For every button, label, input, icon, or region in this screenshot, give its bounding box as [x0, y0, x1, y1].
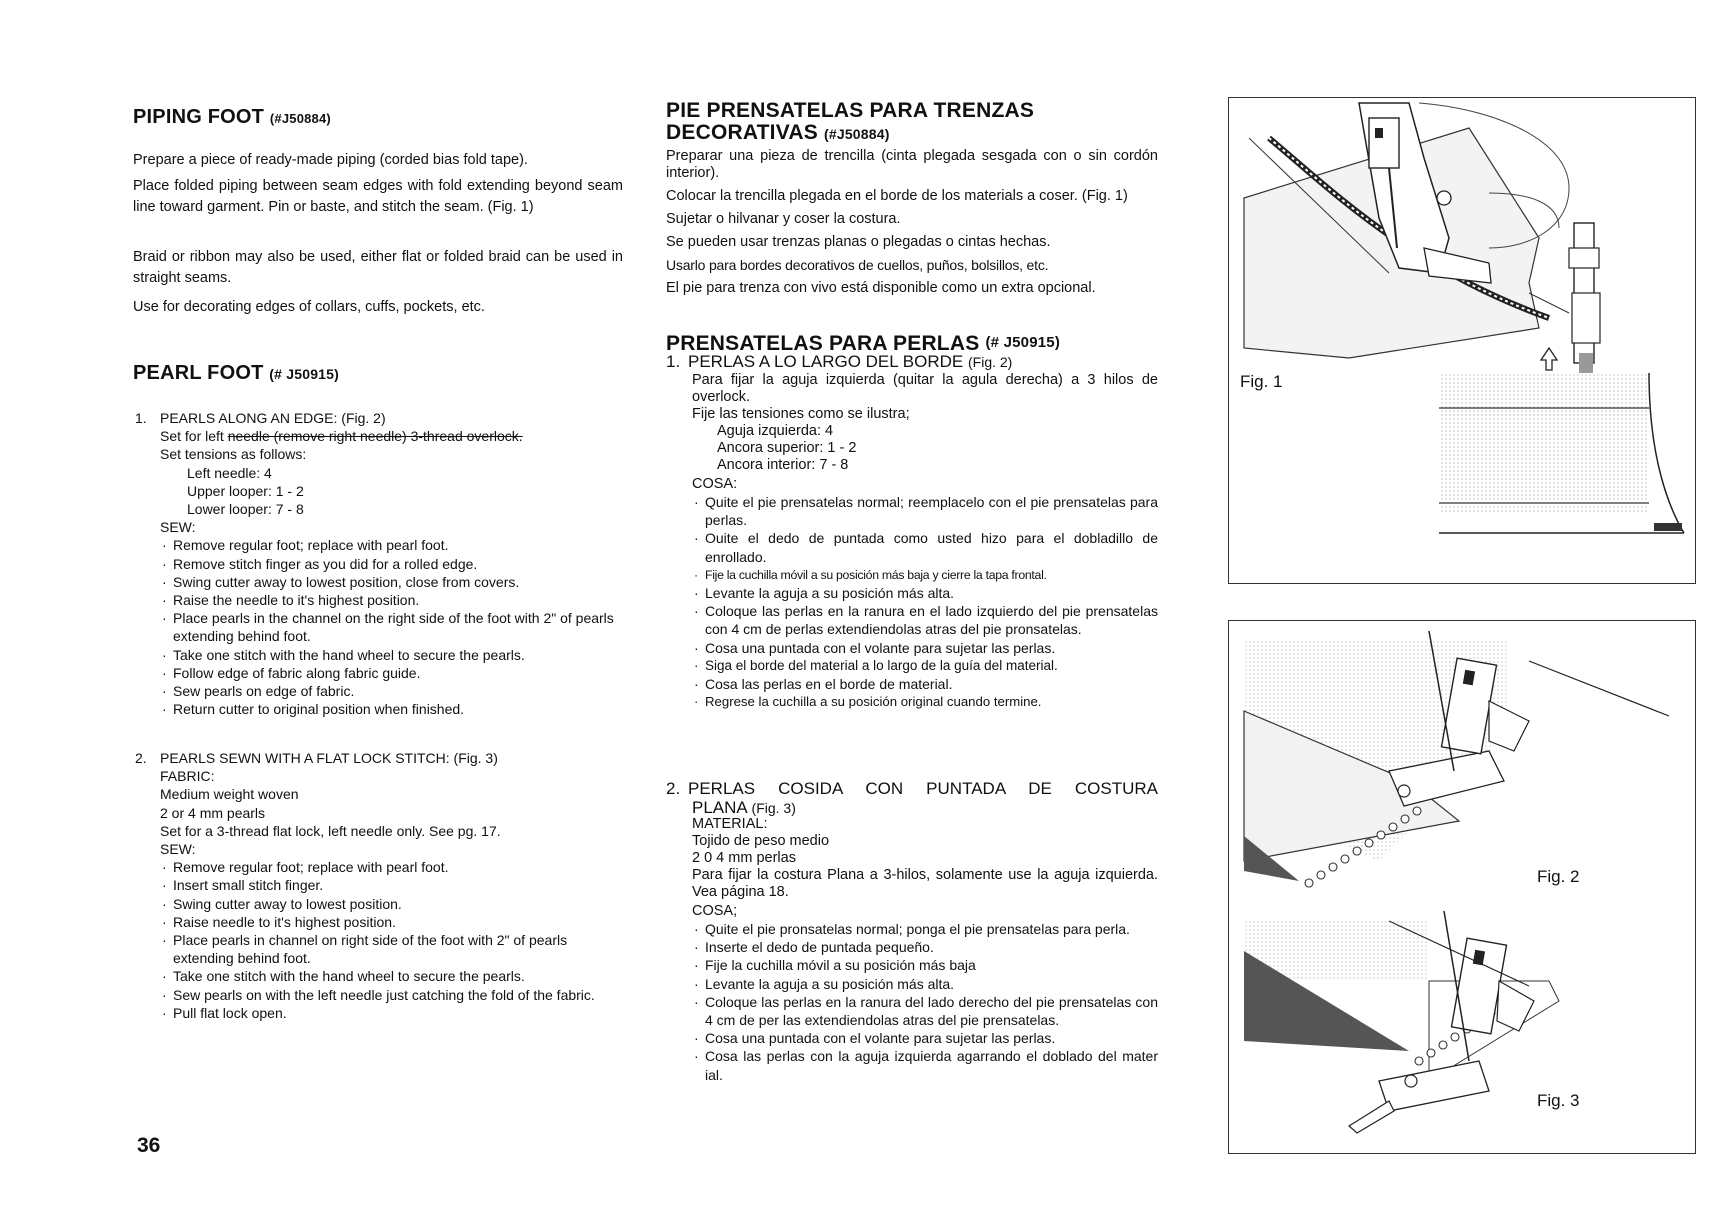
perlas-tension-3: Ancora interior: 7 - 8 [717, 457, 849, 473]
figure-1-box [1228, 97, 1696, 584]
perlas-section-2-body [692, 816, 1158, 1084]
list-item: · Fije la cuchilla móvil a su posición más baja [692, 956, 1158, 974]
list-item: · Insert small stitch finger. [160, 876, 623, 894]
list-item: · Place pearls in channel on right side of the foot with 2" of pearls extending behind foot. [160, 931, 623, 967]
list-item: · Remove regular foot; replace with pearl foot. [160, 536, 623, 554]
figure-3-label: Fig. 3 [1537, 1091, 1580, 1110]
pearl-section-2 [133, 749, 623, 1022]
list-item: · Sew pearls on with the left needle just catching the fold of the fabric. [160, 986, 623, 1004]
list-item: · Remove regular foot; replace with pearl foot. [160, 858, 623, 876]
list-item: · Levante la aguja a su posición más alta. [692, 975, 1158, 993]
list-item: · Remove stitch finger as you did for a rolled edge. [160, 555, 623, 573]
figure-2-illustration [1229, 621, 1695, 1153]
list-item: · Sew pearls on edge of fabric. [160, 682, 623, 700]
piping-foot-code: (#J50884) [269, 111, 331, 126]
sew-label: SEW: [160, 841, 196, 858]
perlas-s1-paragraph-2: Fije las tensiones como se ilustra; [692, 406, 910, 422]
list-item: · Swing cutter away to lowest position. [160, 895, 623, 913]
set-for-line: Set for left needle (remove right needle) 3-thread overlock. [160, 428, 523, 445]
piping-paragraph-1: Prepare a piece of ready-made piping (corded bias fold tape). [133, 152, 528, 168]
piping-paragraph-3: Braid or ribbon may also be used, either flat or folded braid can be used in straight seams. [133, 249, 623, 286]
pearl-foot-title: PEARL FOOT (# J50915) [133, 362, 340, 384]
fabric-line-2: 2 or 4 mm pearls [160, 804, 266, 821]
perlas-cosa-label: COSA: [692, 476, 738, 492]
list-item: · Cosa las perlas con la aguja izquierda agarrando el doblado del mater ial. [692, 1047, 1158, 1083]
pearl-foot-code: (# J50915) [269, 366, 340, 382]
list-item: · Take one stitch with the hand wheel to secure the pearls. [160, 646, 623, 664]
material-line-2: 2 0 4 mm perlas [692, 850, 796, 866]
perlas-tension-2: Ancora superior: 1 - 2 [717, 440, 857, 456]
material-label: MATERIAL: [692, 816, 768, 832]
list-item: · Fije la cuchilla móvil a su posición más baja y cierre la tapa frontal. [692, 566, 1158, 584]
tension-left-needle: Left needle: 4 [187, 464, 272, 481]
list-item: · Coloque las perlas en la ranura en el lado izquierdo del pie prensatelas con 4 cm de perlas extendiendolas atras del pie pronsatelas. [692, 602, 1158, 638]
trenzas-paragraph-6: El pie para trenza con vivo está disponible como un extra opcional. [666, 280, 1096, 296]
list-item: · Follow edge of fabric along fabric guide. [160, 664, 623, 682]
trenzas-paragraph-4: Se pueden usar trenzas planas o plegadas o cintas hechas. [666, 234, 1051, 250]
list-item: · Cosa las perlas en el borde de material. [692, 675, 1158, 693]
figure-1-label: Fig. 1 [1240, 372, 1283, 391]
list-item: · Siga el borde del material a lo largo de la guía del material. [692, 657, 1158, 675]
fabric-line-1: Medium weight woven [160, 786, 299, 803]
perlas-s1-paragraph-1: Para fijar la aguja izquierda (quitar la agula derecha) a 3 hilos de overlock. [692, 372, 1158, 405]
trenzas-title: PIE PRENSATELAS PARA TRENZAS DECORATIVAS (#J50884) [666, 99, 1035, 144]
list-item: · Place pearls in the channel on the right side of the foot with 2" of pearls extending behind foot. [160, 609, 623, 645]
material-line-3: Para fijar la costura Plana a 3-hilos, solamente use la aguja izquierda. Vea página 18. [692, 867, 1158, 900]
figure-1-illustration [1229, 98, 1695, 583]
list-item: · Return cutter to original position when finished. [160, 700, 623, 718]
section-2-heading: 2. PEARLS SEWN WITH A FLAT LOCK STITCH: (Fig. 3) [135, 750, 498, 766]
trenzas-paragraph-3: Sujetar o hilvanar y coser la costura. [666, 211, 901, 227]
list-item: · Inserte el dedo de puntada pequeño. [692, 938, 1158, 956]
perlas-section-1-body [692, 372, 1158, 711]
perlas-code: (# J50915) [985, 334, 1061, 351]
list-item: · Cosa una puntada con el volante para sujetar las perlas. [692, 1029, 1158, 1047]
section-1-heading: 1. PEARLS ALONG AN EDGE: (Fig. 2) [135, 410, 386, 426]
figure-2-label: Fig. 2 [1537, 867, 1580, 886]
trenzas-paragraph-5: Usarlo para bordes decorativos de cuellos, puños, bolsillos, etc. [666, 257, 1049, 273]
list-item: · Pull flat lock open. [160, 1004, 623, 1022]
perlas-tension-1: Aguja izquierda: 4 [717, 423, 834, 439]
piping-foot-title: PIPING FOOT (#J50884) [133, 106, 331, 128]
list-item: · Cosa una puntada con el volante para sujetar las perlas. [692, 639, 1158, 657]
pearl-section-1 [133, 409, 623, 718]
material-line-1: Tojido de peso medio [692, 833, 830, 849]
page-number: 36 [137, 1134, 161, 1157]
list-item: · Take one stitch with the hand wheel to secure the pearls. [160, 967, 623, 985]
perlas-section-2-heading: 2. PERLAS COSIDA CON PUNTADA DE COSTURA PLANA (Fig. 3) [666, 779, 1158, 817]
tension-upper-looper: Upper looper: 1 - 2 [187, 482, 304, 499]
trenzas-paragraph-1: Preparar una pieza de trencilla (cinta plegada sesgada con o sin cordón interior). [666, 148, 1158, 181]
trenzas-code: (#J50884) [823, 126, 890, 142]
list-item: · Quite el pie pronsatelas normal; ponga el pie prensatelas para perla. [692, 920, 1158, 938]
list-item: · Quite el pie prensatelas normal; reemplacelo con el pie prensatelas para perlas. [692, 493, 1158, 529]
list-item: · Raise needle to it's highest position. [160, 913, 623, 931]
trenzas-body [666, 148, 1158, 297]
perlas-cosa-label-2: COSA; [692, 903, 738, 919]
fabric-line-3: Set for a 3-thread flat lock, left needle only. See pg. 17. [160, 822, 501, 839]
trenzas-paragraph-2: Colocar la trencilla plegada en el borde de los materials a coser. (Fig. 1) [666, 188, 1128, 204]
perlas-section-1-heading: 1. PERLAS A LO LARGO DEL BORDE (Fig. 2) [666, 352, 1013, 371]
list-item: · Raise the needle to it's highest position. [160, 591, 623, 609]
list-item: · Swing cutter away to lowest position, close from covers. [160, 573, 623, 591]
piping-paragraph-4: Use for decorating edges of collars, cuffs, pockets, etc. [133, 299, 485, 315]
piping-paragraph-2: Place folded piping between seam edges with fold extending beyond seam line toward garment. Pin or baste, and stitch the seam. (Fig. 1) [133, 178, 623, 215]
list-item: · Levante la aguja a su posición más alta. [692, 584, 1158, 602]
list-item: · Ouite el dedo de puntada como usted hizo para el dobladillo de enrollado. [692, 529, 1158, 565]
perlas-title: PRENSATELAS PARA PERLAS (# J50915) [666, 332, 1061, 355]
tension-lower-looper: Lower looper: 7 - 8 [187, 501, 304, 518]
set-tensions-line: Set tensions as follows: [160, 446, 307, 463]
list-item: · Coloque las perlas en la ranura del lado derecho del pie prensatelas con 4 cm de per las extendiendolas atras del pie prensatelas. [692, 993, 1158, 1029]
sew-label: SEW: [160, 519, 196, 536]
fabric-label: FABRIC: [160, 768, 215, 785]
list-item: · Regrese la cuchilla a su posición original cuando termine. [692, 693, 1158, 711]
figure-2-3-box [1228, 620, 1696, 1154]
